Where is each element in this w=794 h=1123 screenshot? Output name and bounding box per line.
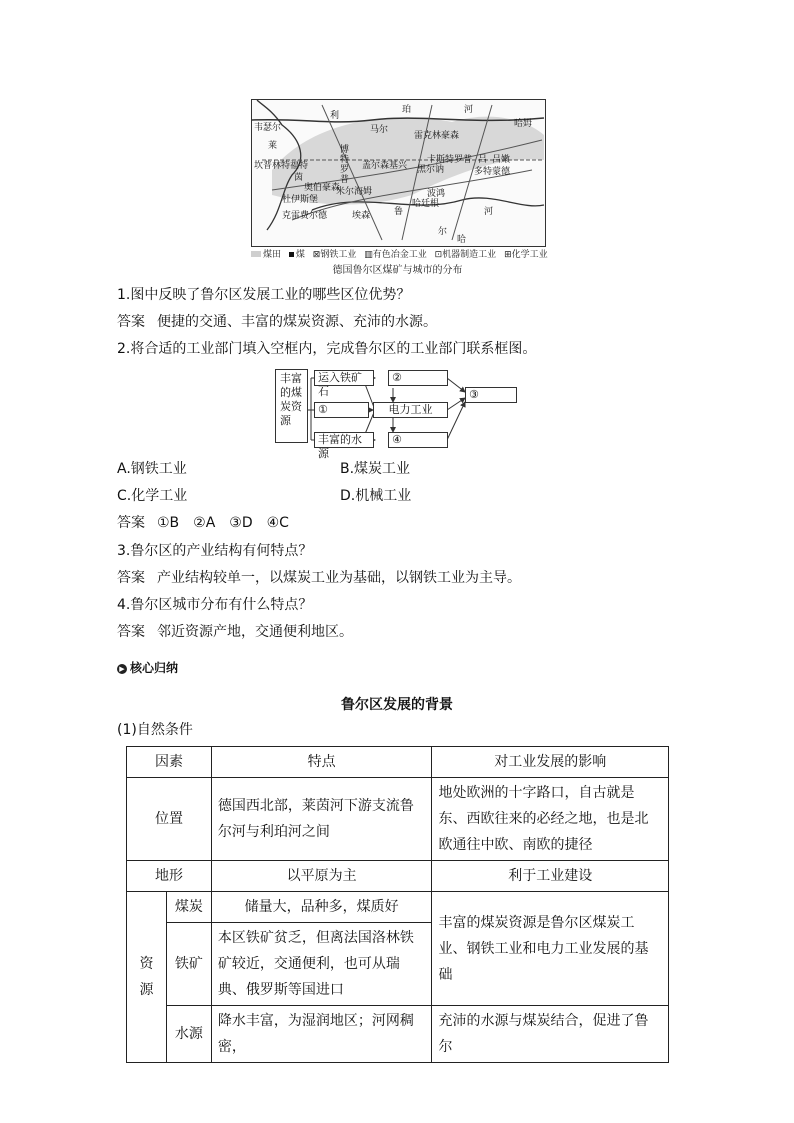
- table-cell: 德国西北部，莱茵河下游支流鲁尔河与利珀河之间: [211, 778, 432, 861]
- map-label: 波鸿: [427, 189, 446, 199]
- map-label: 利: [330, 111, 340, 121]
- answer-text: 邻近资源产地，交通便利地区。: [157, 624, 353, 640]
- legend-label: 机器制造工业: [442, 250, 497, 260]
- subsection-title: (1)自然条件: [117, 722, 193, 738]
- map-label: 奥伯豪森: [304, 183, 341, 193]
- map-label: 哈廷根: [412, 199, 440, 209]
- option-a: A.钢铁工业: [117, 461, 187, 477]
- map-label: 特: [340, 155, 350, 165]
- answer-label: 答案: [117, 624, 145, 640]
- table-row: [127, 892, 669, 923]
- table-cell: 本区铁矿贫乏，但离法国洛林铁矿较近，交通便利，也可从瑞典、俄罗斯等国进口: [211, 923, 432, 1006]
- question-2: 2.将合适的工业部门填入空框内，完成鲁尔区的工业部门联系框图。: [117, 341, 537, 357]
- table-header-row: [127, 747, 669, 778]
- map-label: 坎普林特福特: [254, 161, 309, 171]
- ruhr-map: [251, 99, 546, 247]
- core-summary-heading: [117, 659, 178, 676]
- nonferrous-icon: ▥: [364, 250, 373, 260]
- flow-box-power: 电力工业: [373, 402, 448, 418]
- question-1: 1.图中反映了鲁尔区发展工业的哪些区位优势？: [117, 287, 411, 303]
- table-cell: 储量大，品种多，煤质好: [211, 892, 432, 923]
- map-label: 茵: [294, 173, 304, 183]
- table-row: [127, 861, 669, 892]
- row-sublabel: 水源: [166, 1006, 211, 1063]
- answer-3: [117, 568, 521, 588]
- map-legend: [251, 247, 551, 260]
- legend-label: 化学工业: [511, 250, 548, 260]
- map-caption: 德国鲁尔区煤矿与城市的分布: [332, 265, 463, 276]
- row-sublabel: 铁矿: [166, 923, 211, 1006]
- answer-1: [117, 312, 437, 332]
- answer-2: [117, 513, 289, 533]
- core-title: 核心归纳: [130, 661, 179, 675]
- map-label: 盖尔森基兴: [362, 161, 408, 171]
- map-label: 博: [340, 145, 350, 155]
- header-cell: 因素: [127, 747, 212, 778]
- flow-box-blank-2: ②: [388, 370, 448, 386]
- map-label: 尔: [438, 227, 448, 237]
- map-label: 杜伊斯堡: [282, 195, 319, 205]
- table-cell: 充沛的水源与煤炭结合，促进了鲁尔: [432, 1006, 669, 1063]
- map-label: 河: [484, 207, 494, 217]
- flow-source-box: 丰富的煤炭资源: [275, 369, 308, 443]
- map-label: 普: [340, 175, 350, 185]
- map-label: 黑尔讷: [417, 165, 445, 175]
- row-label: 资源: [127, 892, 167, 1063]
- question-3: 3.鲁尔区的产业结构有何特点？: [117, 543, 313, 559]
- map-label: 莱: [268, 141, 278, 151]
- play-icon: ▶: [117, 664, 127, 674]
- chemical-icon: ⊞: [504, 250, 512, 260]
- coalfield-icon: [251, 251, 261, 257]
- legend-label: 钢铁工业: [320, 250, 357, 260]
- steel-icon: ⊠: [312, 250, 321, 260]
- table-cell: 地处欧洲的十字路口，自古就是东、西欧往来的必经之地，也是北欧通往中欧、南欧的捷径: [432, 778, 669, 861]
- map-label: 河: [464, 105, 474, 115]
- map-label: 雷克林豪森: [414, 131, 460, 141]
- row-label: 地形: [127, 861, 212, 892]
- map-label: 哈: [457, 235, 467, 245]
- answer-label: 答案: [117, 314, 145, 330]
- table-cell: 利于工业建设: [432, 861, 669, 892]
- map-label: 多特蒙德: [474, 167, 511, 177]
- flow-box-water: 丰富的水源: [314, 432, 374, 448]
- header-cell: 特点: [211, 747, 432, 778]
- header-cell: 对工业发展的影响: [432, 747, 669, 778]
- map-label: 卡斯特罗普: [427, 155, 473, 165]
- legend-label: 有色冶金工业: [372, 250, 427, 260]
- conditions-table: [126, 746, 669, 1063]
- answer-text: 便捷的交通、丰富的煤炭资源、充沛的水源。: [157, 314, 437, 330]
- map-label: 哈姆: [514, 119, 533, 129]
- option-d: D.机械工业: [340, 488, 412, 504]
- map-label: 罗: [340, 165, 350, 175]
- map-label: 吕嫩: [492, 155, 511, 165]
- answer-label: 答案: [117, 570, 145, 586]
- legend-label: 煤: [295, 250, 305, 260]
- option-b: B.煤炭工业: [340, 461, 411, 477]
- row-sublabel: 煤炭: [166, 892, 211, 923]
- table-cell: 丰富的煤炭资源是鲁尔区煤炭工业、钢铁工业和电力工业发展的基础: [432, 892, 669, 1006]
- option-c: C.化学工业: [117, 488, 188, 504]
- table-cell: 降水丰富，为湿润地区；河网稠密，: [211, 1006, 432, 1063]
- coal-icon: [289, 252, 294, 257]
- flow-box-blank-4: ④: [388, 432, 448, 448]
- answer-4: [117, 622, 353, 642]
- flow-box-blank-1: ①: [314, 402, 369, 418]
- flow-box-blank-3: ③: [465, 387, 517, 403]
- map-label: 珀: [402, 105, 412, 115]
- map-label: 米尔海姆: [336, 187, 373, 197]
- table-row: [127, 1006, 669, 1063]
- map-label: 马尔: [370, 125, 389, 135]
- legend-label: 煤田: [263, 250, 282, 260]
- map-label: 韦瑟尔: [254, 123, 282, 133]
- section-title: 鲁尔区发展的背景: [341, 697, 453, 713]
- table-row: [127, 778, 669, 861]
- map-label: 鲁: [394, 207, 404, 217]
- map-label: 克雷费尔德: [282, 211, 328, 221]
- machinery-icon: ⊡: [434, 250, 443, 260]
- answer-text: 产业结构较单一，以煤炭工业为基础，以钢铁工业为主导。: [157, 570, 521, 586]
- map-label: 埃森: [352, 211, 371, 221]
- map-label: 吕: [478, 155, 488, 165]
- table-cell: 以平原为主: [211, 861, 432, 892]
- answer-label: 答案: [117, 515, 145, 531]
- answer-text: ①B ②A ③D ④C: [157, 515, 289, 531]
- question-4: 4.鲁尔区城市分布有什么特点？: [117, 597, 313, 613]
- row-label: 位置: [127, 778, 212, 861]
- flow-box-iron-ore: 运入铁矿石: [314, 370, 374, 386]
